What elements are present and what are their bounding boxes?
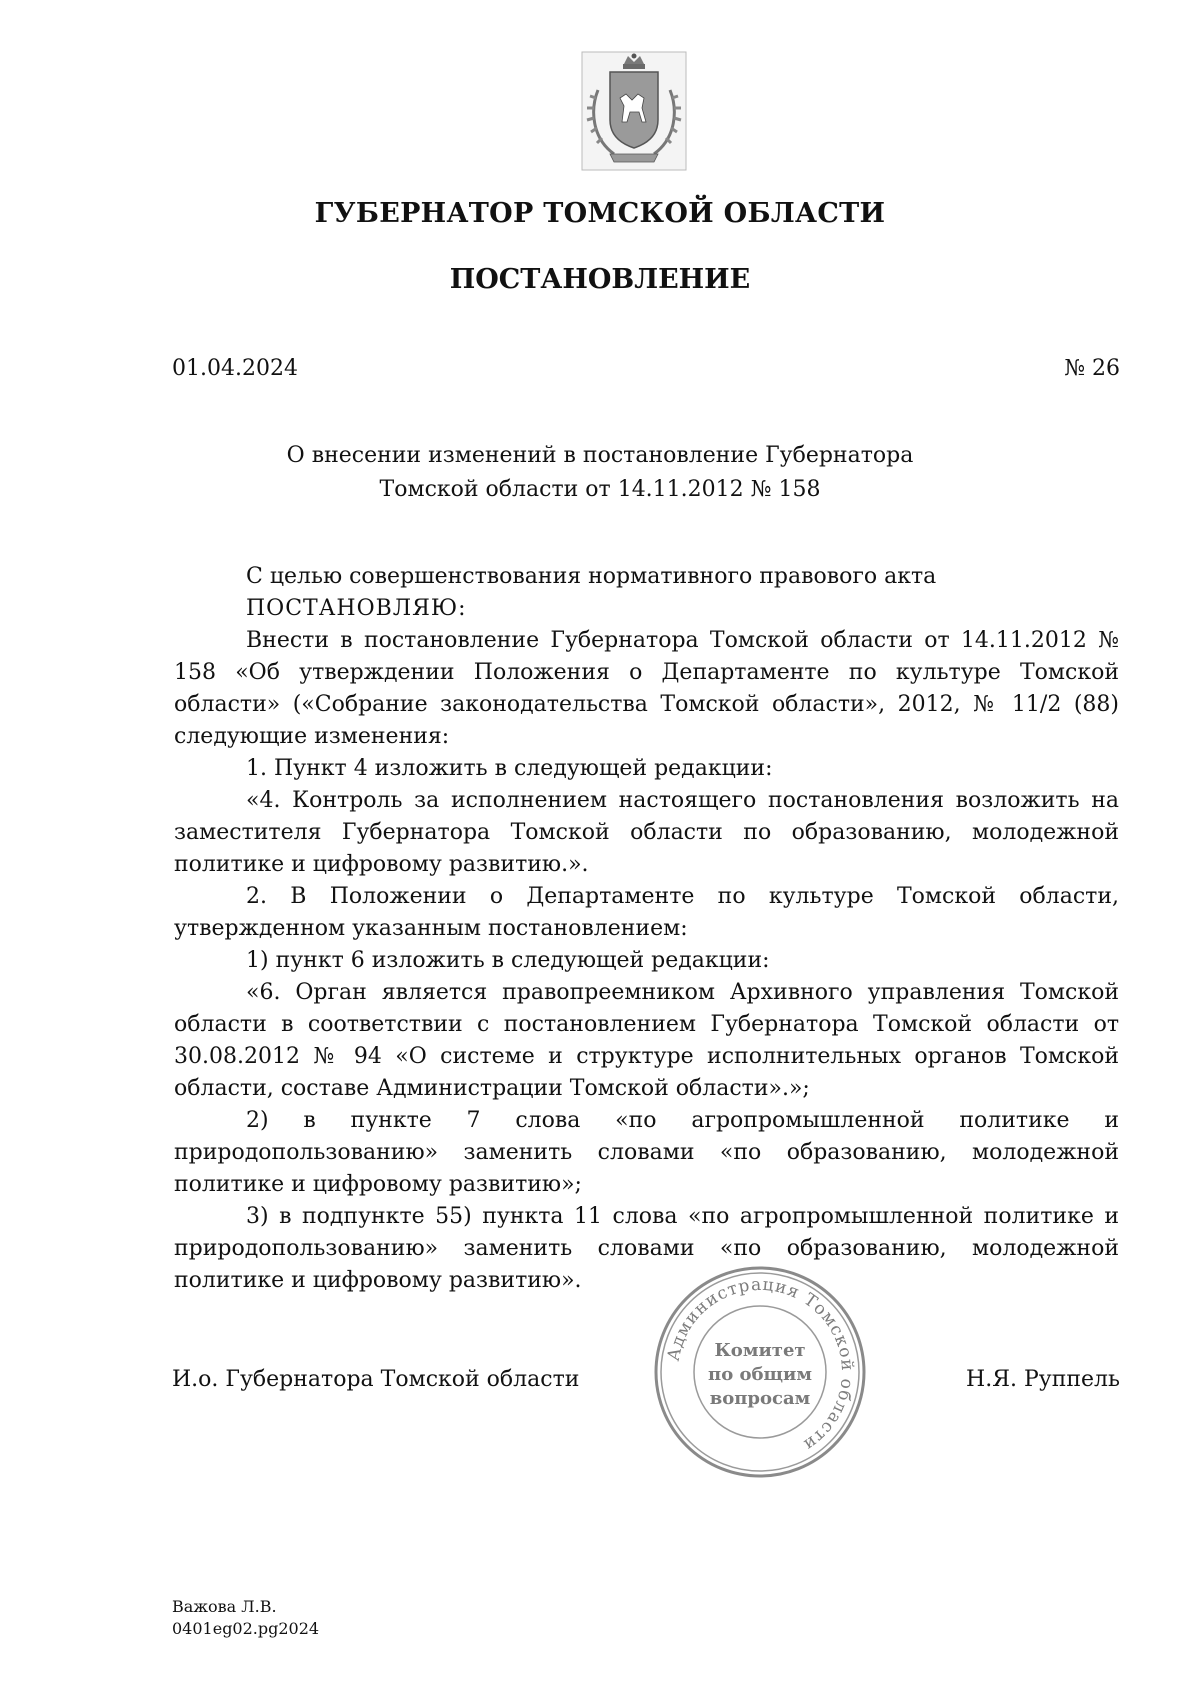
- body-paragraph: «6. Орган является правопреемником Архивного управления Томской области в соответствии с постановлением Губернатора Томской области от 30.08.2012 № 94 «О системе и структуре исполнительных органов Томской области, составе Администрации Томской области».»;: [174, 980, 1119, 1101]
- document-subject: [0, 439, 1200, 507]
- executor-name: Важова Л.В.: [172, 1597, 277, 1616]
- document-number: № 26: [1064, 356, 1120, 381]
- document-body: [174, 561, 1119, 1297]
- stamp-center-line-2: по общим: [708, 1364, 812, 1385]
- signatory-position: И.о. Губернатора Томской области: [172, 1367, 580, 1392]
- body-paragraph: 1) пункт 6 изложить в следующей редакции:: [246, 948, 770, 973]
- body-paragraph: 1. Пункт 4 изложить в следующей редакции:: [246, 756, 773, 781]
- stamp-ring-text: Администрация Томской области: [663, 1274, 858, 1456]
- stamp-center-line-1: Комитет: [714, 1340, 806, 1361]
- authority-title: ГУБЕРНАТОР ТОМСКОЙ ОБЛАСТИ: [314, 198, 886, 229]
- subject-line-2: Томской области от 14.11.2012 № 158: [379, 477, 821, 502]
- body-paragraph: «4. Контроль за исполнением настоящего постановления возложить на заместителя Губернатора Томской области по образованию, молодежной политике и цифровому развитию.».: [174, 788, 1119, 877]
- decree-word: ПОСТАНОВЛЯЮ:: [246, 596, 467, 621]
- tomsk-coat-of-arms-icon: [580, 50, 688, 172]
- body-paragraph: С целью совершенствования нормативного правового акта: [246, 564, 937, 589]
- file-code: 0401eg02.pg2024: [172, 1619, 320, 1638]
- document-type-title: ПОСТАНОВЛЕНИЕ: [449, 264, 751, 295]
- subject-line-1: О внесении изменений в постановление Губернатора: [286, 443, 914, 468]
- official-stamp: [650, 1262, 870, 1482]
- stamp-center-line-3: вопросам: [709, 1388, 811, 1409]
- signatory-name: Н.Я. Руппель: [966, 1367, 1120, 1392]
- body-paragraph: Внести в постановление Губернатора Томской области от 14.11.2012 № 158 «Об утверждении Положения о Департаменте по культуре Томской области» («Собрание законодательства Томской области», 2012, № 11/2 (88) следующие изменения:: [174, 628, 1119, 749]
- body-paragraph: 2. В Положении о Департаменте по культуре Томской области, утвержденном указанным постановлением:: [174, 884, 1119, 941]
- body-paragraph: 2) в пункте 7 слова «по агропромышленной политике и природопользованию» заменить словами «по образованию, молодежной политике и цифровому развитию»;: [174, 1108, 1119, 1197]
- executor-block: [172, 1596, 319, 1640]
- document-date: 01.04.2024: [172, 356, 298, 381]
- body-paragraph: 3) в подпункте 55) пункта 11 слова «по агропромышленной политике и природопользованию» заменить словами «по образованию, молодежной политике и цифровому развитию».: [174, 1204, 1119, 1293]
